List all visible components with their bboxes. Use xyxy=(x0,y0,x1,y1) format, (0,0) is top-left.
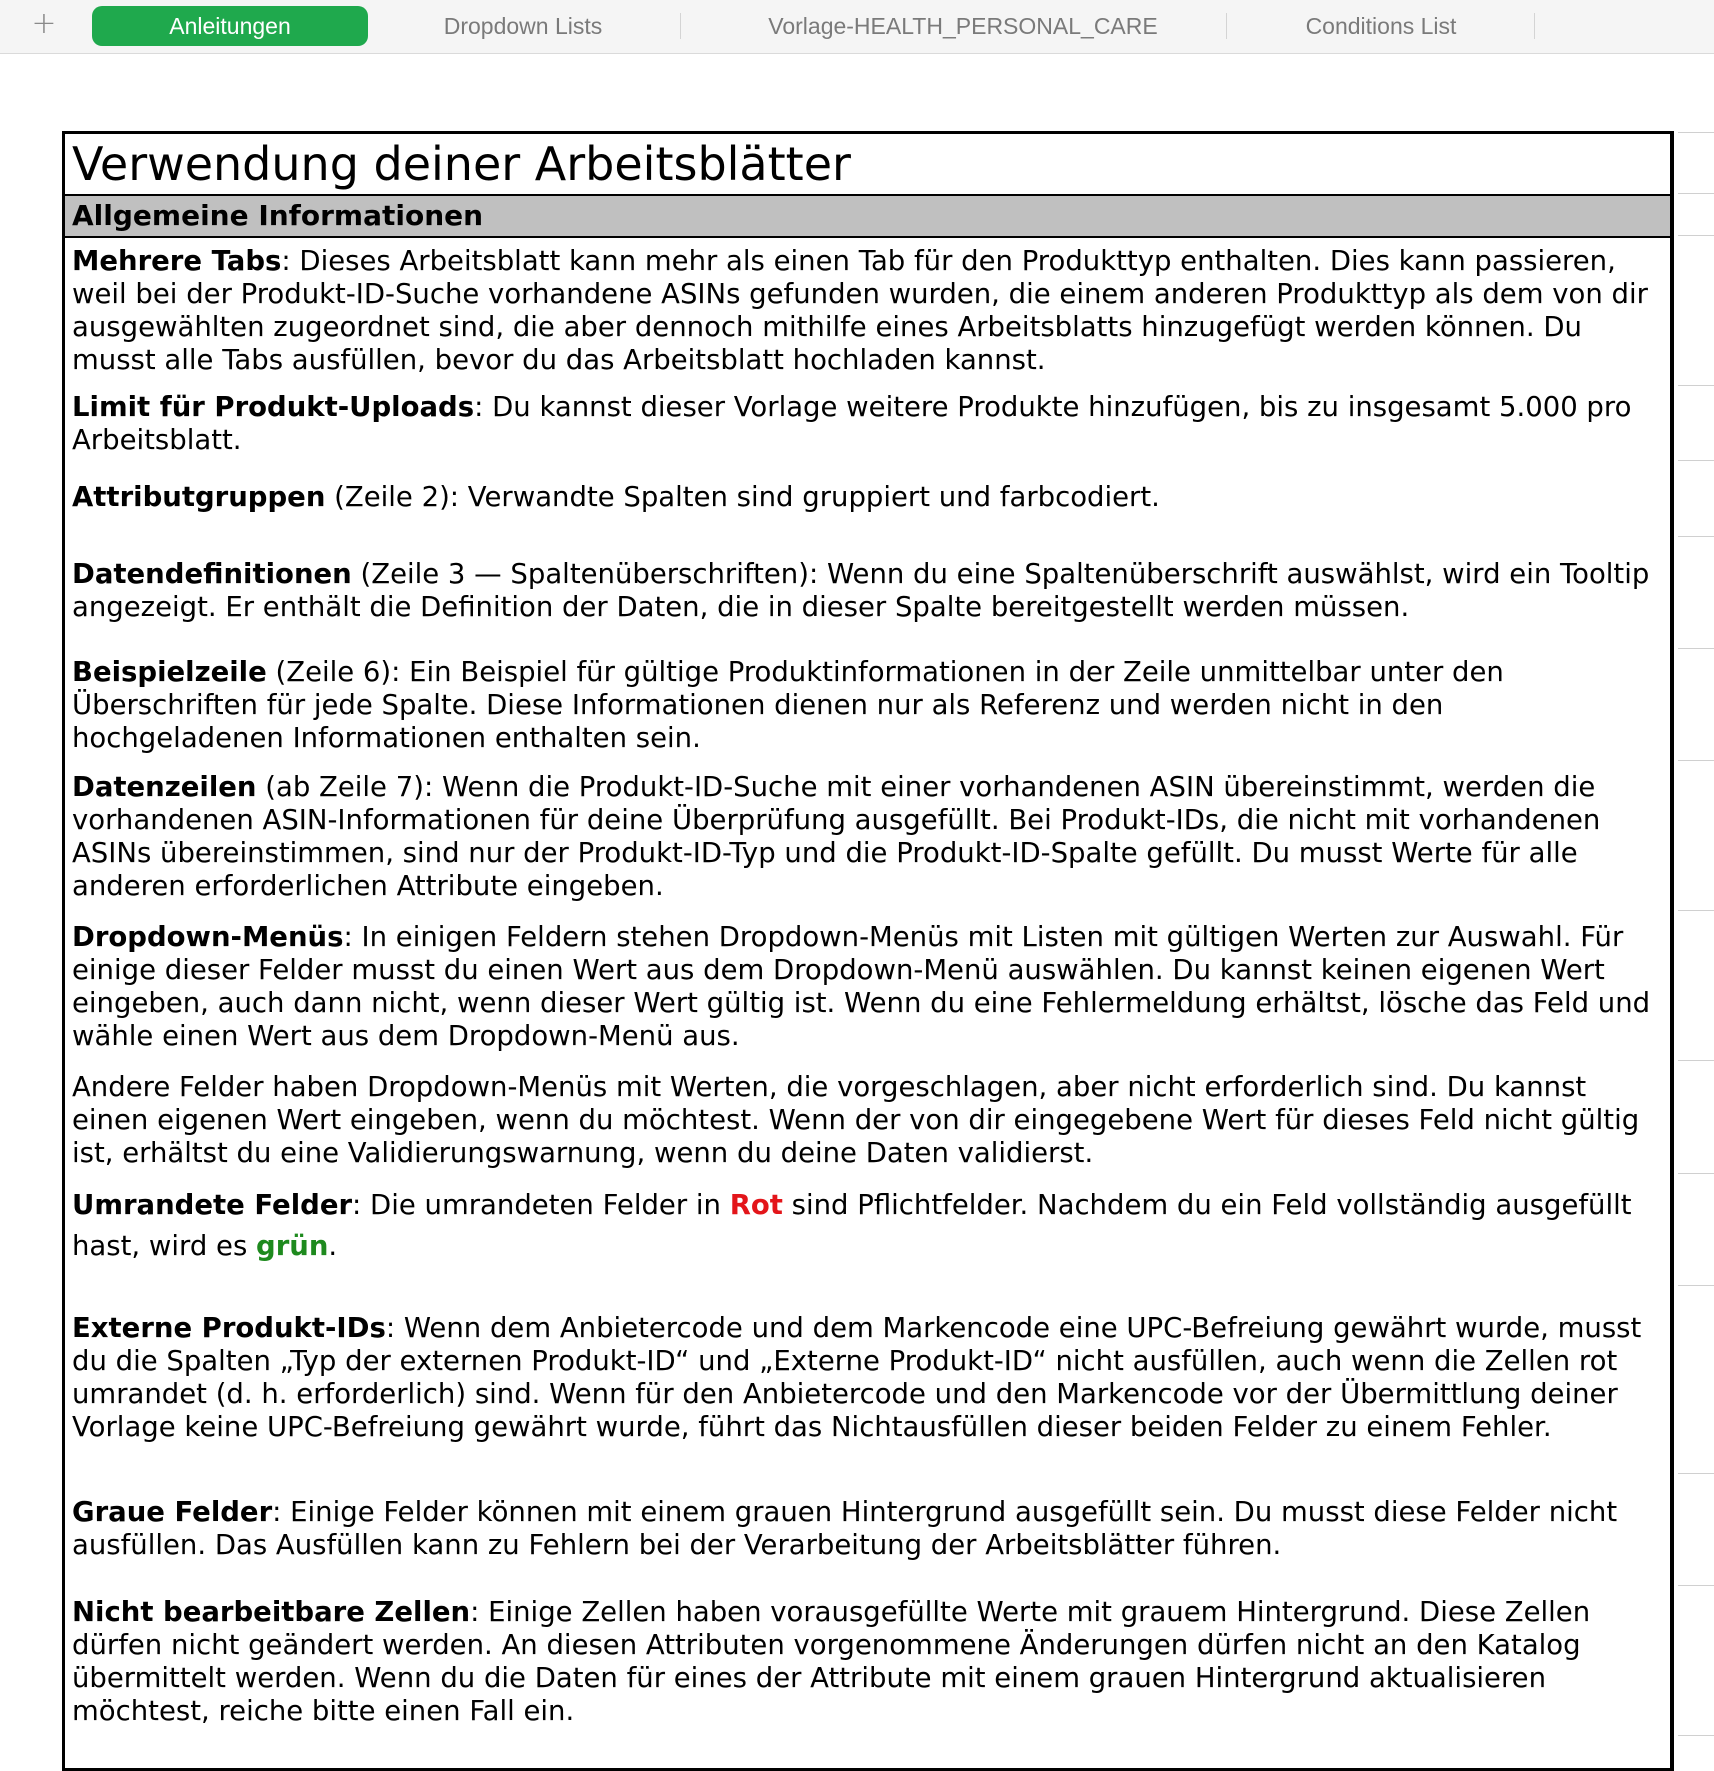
text-line: : Dieses Arbeitsblatt kann mehr als einen Tab für den Produkttyp enthalten. Dies kann passieren, xyxy=(281,245,1616,277)
text-line: einige dieser Felder musst du einen Wert aus dem Dropdown-Menü auswählen. Du kannst keinen eigenen Wert xyxy=(72,954,1605,986)
text-line: ist, erhältst du eine Validierungswarnung, wenn du deine Daten validierst. xyxy=(72,1137,1094,1169)
sheet-tab-bar xyxy=(0,0,1714,54)
row-gridline xyxy=(1678,132,1714,133)
text-line: ASINs übereinstimmen, sind nur der Produkt-ID-Typ und die Produkt-ID-Spalte gefüllt. Du musst Werte für alle xyxy=(72,837,1578,869)
cell-dropdown-menus[interactable] xyxy=(72,921,1670,1053)
text-line: (ab Zeile 7): Wenn die Produkt-ID-Suche mit einer vorhandenen ASIN übereinstimmt, werden die xyxy=(256,771,1596,803)
text-line: Arbeitsblatt. xyxy=(72,424,242,456)
instructions-sheet xyxy=(62,131,1674,1771)
tab-vorlage-health-personal-care[interactable]: Vorlage-HEALTH_PERSONAL_CARE xyxy=(768,13,1158,39)
tab-separator xyxy=(680,13,681,39)
cell-non-editable-cells[interactable] xyxy=(72,1596,1670,1728)
row-gridline xyxy=(1678,1285,1714,1286)
section-header[interactable]: Allgemeine Informationen xyxy=(65,196,1670,238)
text-line: musst alle Tabs ausfüllen, bevor du das Arbeitsblatt hochladen kannst. xyxy=(72,344,1046,376)
row-gridline xyxy=(1678,910,1714,911)
cell-example-row[interactable] xyxy=(72,656,1670,755)
cell-upload-limit[interactable] xyxy=(72,391,1670,457)
row-gridline xyxy=(1678,1585,1714,1586)
add-sheet-button[interactable]: + xyxy=(31,6,57,41)
row-gridline xyxy=(1678,1173,1714,1174)
cell-data-definitions[interactable] xyxy=(72,558,1670,624)
text-line: angezeigt. Er enthält die Definition der Daten, die in dieser Spalte bereitgestellt werden müssen. xyxy=(72,591,1410,623)
red-keyword: Rot xyxy=(729,1189,783,1221)
row-gridline xyxy=(1678,385,1714,386)
cell-attribute-groups[interactable] xyxy=(72,481,1670,514)
cell-external-product-ids[interactable] xyxy=(72,1312,1670,1444)
text-line: umrandet (d. h. erforderlich) sind. Wenn für den Anbietercode und den Markencode vor der Übermittlung deiner xyxy=(72,1378,1618,1410)
term-label: Datendefinitionen xyxy=(72,558,352,590)
row-gridline xyxy=(1678,235,1714,236)
text-segment: sind Pflichtfelder. Nachdem du ein Feld vollständig ausgefüllt xyxy=(782,1189,1632,1221)
text-line: : Einige Felder können mit einem grauen Hintergrund ausgefüllt sein. Du musst diese Felder nicht xyxy=(272,1496,1618,1528)
text-line: anderen erforderlichen Attribute eingeben. xyxy=(72,870,664,902)
text-line: eingeben, auch dann nicht, wenn dieser Wert gültig ist. Wenn du eine Fehlermeldung erhältst, lösche das Feld und xyxy=(72,987,1651,1019)
text-line: Vorlage keine UPC-Befreiung gewährt wurde, führt das Nichtausfüllen dieser beiden Felder zu einem Fehler. xyxy=(72,1411,1552,1443)
row-gridline xyxy=(1678,1060,1714,1061)
text-line: einen eigenen Wert eingeben, wenn du möchtest. Wenn der von dir eingegebene Wert für dieses Feld nicht gültig xyxy=(72,1104,1640,1136)
text-line: vorhandenen ASIN-Informationen für deine Überprüfung ausgefüllt. Bei Produkt-IDs, die nicht mit vorhandenen xyxy=(72,804,1601,836)
cell-data-rows[interactable] xyxy=(72,771,1670,903)
cell-other-fields[interactable] xyxy=(72,1071,1670,1170)
term-label: Limit für Produkt-Uploads xyxy=(72,391,475,423)
tab-separator xyxy=(1226,13,1227,39)
tab-conditions-list[interactable]: Conditions List xyxy=(1305,13,1457,39)
text-line: : Einige Zellen haben vorausgefüllte Werte mit grauem Hintergrund. Diese Zellen xyxy=(470,1596,1591,1628)
term-label: Umrandete Felder xyxy=(72,1189,353,1221)
text-line: möchtest, reiche bitte einen Fall ein. xyxy=(72,1695,575,1727)
term-label: Attributgruppen xyxy=(72,481,326,513)
text-line: ausgewählten zugeordnet sind, die aber dennoch mithilfe eines Arbeitsblatts hinzugefügt werden können. Du xyxy=(72,311,1582,343)
sheet-title[interactable]: Verwendung deiner Arbeitsblätter xyxy=(65,134,1670,196)
cell-bordered-fields[interactable] xyxy=(72,1185,1670,1267)
text-line: (Zeile 3 — Spaltenüberschriften): Wenn du eine Spaltenüberschrift auswählst, wird ein Tooltip xyxy=(351,558,1650,590)
text-line: : Wenn dem Anbietercode und dem Markencode eine UPC-Befreiung gewährt wurde, musst xyxy=(385,1312,1642,1344)
term-label: Graue Felder xyxy=(72,1496,273,1528)
tab-dropdown-lists[interactable]: Dropdown Lists xyxy=(443,13,603,39)
row-gridline xyxy=(1678,193,1714,194)
text-line: : In einigen Feldern stehen Dropdown-Menüs mit Listen mit gültigen Werten zur Auswahl. Für xyxy=(343,921,1624,953)
tab-separator xyxy=(1534,13,1535,39)
row-gridline xyxy=(1678,1735,1714,1736)
text-line: hochgeladenen Informationen enthalten sein. xyxy=(72,722,701,754)
term-label: Dropdown-Menüs xyxy=(72,921,344,953)
term-label: Externe Produkt-IDs xyxy=(72,1312,386,1344)
row-gridline xyxy=(1678,460,1714,461)
term-label: Datenzeilen xyxy=(72,771,257,803)
text-line: Andere Felder haben Dropdown-Menüs mit Werten, die vorgeschlagen, aber nicht erforderlich sind. Du kannst xyxy=(72,1071,1587,1103)
green-keyword: grün xyxy=(256,1230,329,1262)
text-line: du die Spalten „Typ der externen Produkt-ID“ und „Externe Produkt-ID“ nicht ausfüllen, auch wenn die Zellen rot xyxy=(72,1345,1618,1377)
text-segment: . xyxy=(328,1230,338,1262)
cell-multiple-tabs[interactable] xyxy=(72,245,1670,377)
text-line: Überschriften für jede Spalte. Diese Informationen dienen nur als Referenz und werden nicht in den xyxy=(72,689,1444,721)
term-label: Mehrere Tabs xyxy=(72,245,282,277)
text-line: übermittelt werden. Wenn du die Daten für eines der Attribute mit einem grauen Hintergrund aktualisieren xyxy=(72,1662,1547,1694)
text-line: (Zeile 2): Verwandte Spalten sind gruppiert und farbcodiert. xyxy=(325,481,1160,513)
text-line: ausfüllen. Das Ausfüllen kann zu Fehlern bei der Verarbeitung der Arbeitsblätter führen. xyxy=(72,1529,1282,1561)
row-gridline xyxy=(1678,648,1714,649)
text-line: : Du kannst dieser Vorlage weitere Produkte hinzufügen, bis zu insgesamt 5.000 pro xyxy=(474,391,1632,423)
text-line: wähle einen Wert aus dem Dropdown-Menü aus. xyxy=(72,1020,740,1052)
row-gridline xyxy=(1678,760,1714,761)
cell-grey-fields[interactable] xyxy=(72,1496,1670,1562)
row-gridline xyxy=(1678,1473,1714,1474)
term-label: Nicht bearbeitbare Zellen xyxy=(72,1596,471,1628)
tab-anleitungen[interactable]: Anleitungen xyxy=(92,6,368,46)
text-segment: hast, wird es xyxy=(72,1230,257,1262)
text-segment: : Die umrandeten Felder in xyxy=(352,1189,730,1221)
term-label: Beispielzeile xyxy=(72,656,267,688)
text-line: (Zeile 6): Ein Beispiel für gültige Produktinformationen in der Zeile unmittelbar unter den xyxy=(266,656,1504,688)
text-line: dürfen nicht geändert werden. An diesen Attributen vorgenommene Änderungen dürfen nicht an den Katalog xyxy=(72,1629,1581,1661)
row-gridline xyxy=(1678,536,1714,537)
text-line: weil bei der Produkt-ID-Suche vorhandene ASINs gefunden wurden, die einem anderen Produkttyp als dem von dir xyxy=(72,278,1648,310)
